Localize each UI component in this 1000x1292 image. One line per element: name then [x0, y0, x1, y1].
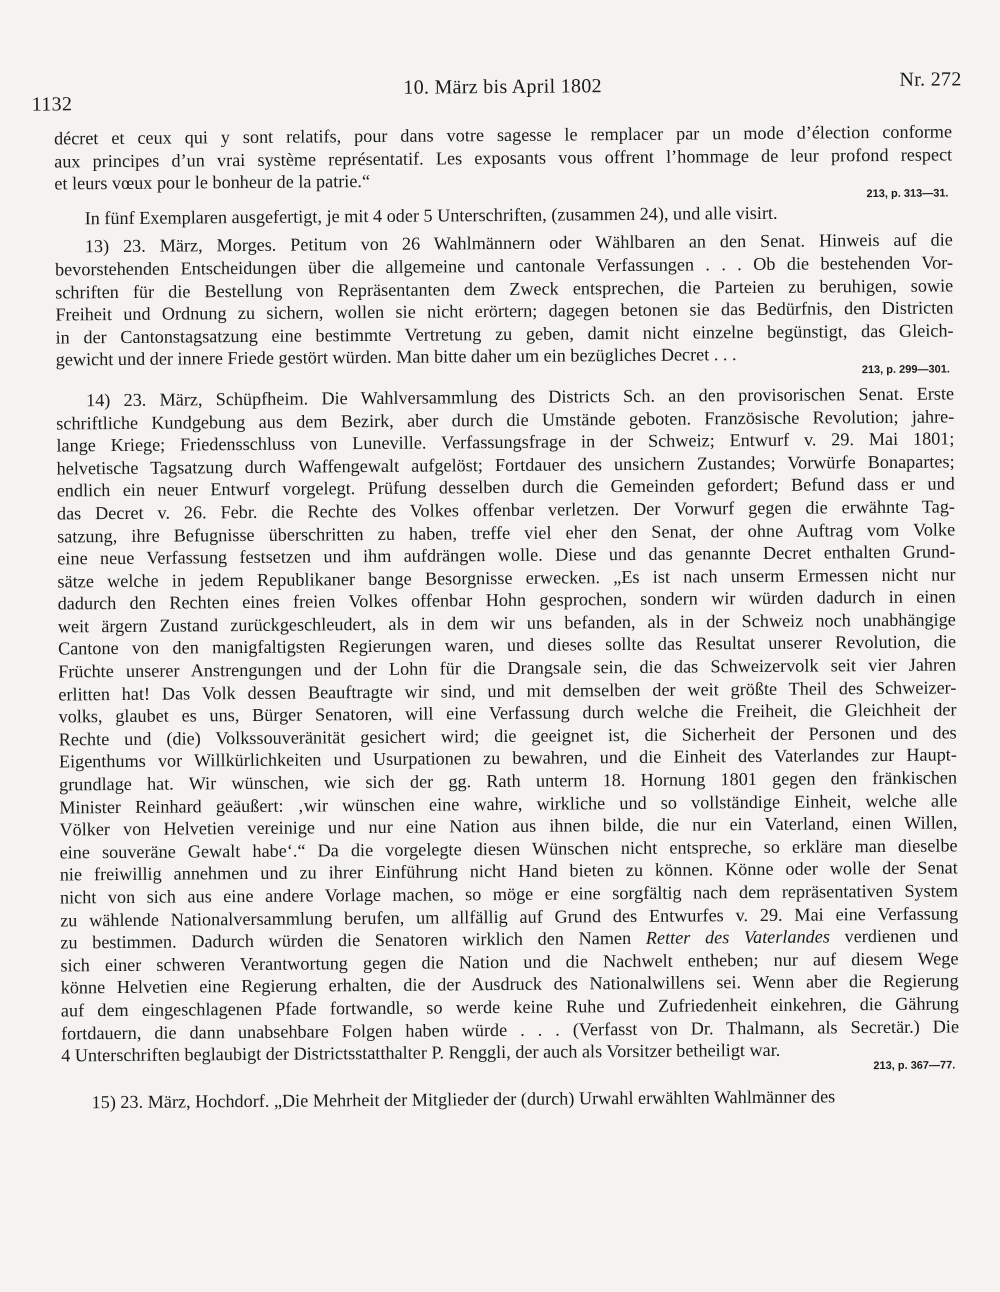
text-line: Früchte unserer Anstrengungen und der Lohn für die Drangsale sein, die das Schweizervolk seit vier Jahren [58, 654, 957, 682]
text-line: schriften für die Bestellung von Repräsentanten dem Zweck entsprechen, die Parteien zu beruhigen, sowie [55, 274, 954, 303]
source-reference: 213, p. 313—31. [866, 187, 949, 200]
text-line: In fünf Exemplaren ausgefertigt, je mit 4 oder 5 Unterschriften, (zusammen 24), und alle visirt. [84, 202, 778, 229]
text-line: grundlage hat. Wir wünschen, wie sich der gg. Rath unterm 18. Hornung 1801 gegen den fränkischen [59, 767, 958, 795]
text-line: nicht von sich aus eine andere Vorlage machen, so möge er eine sorgfältig nach dem repräsentativen System [59, 880, 959, 908]
text-line: 14) 23. März, Schüpfheim. Die Wahlversammlung des Districts Sch. an den provisorischen Senat. Erste [85, 383, 955, 411]
text-line: auf dem eingeschlagenen Pfade fortwandle, so werde keine Ruhe und Zufriedenheit einkehren, die Gährung [60, 993, 959, 1021]
text-line: Minister Reinhard geäußert: ‚wir wünschen eine wahre, wirkliche und so vollständige Einheit, welche alle [59, 790, 958, 818]
text-line: lange Kriege; Friedensschluss von Luneville. Verfassungsfrage in der Schweiz; Entwurf v. 29. Mai 1801; [56, 428, 955, 456]
text-line: 4 Unterschriften beglaubigt der Districtsstatthalter P. Renggli, der auch als Vorsitzer betheiligt war. [61, 1039, 781, 1066]
text-segment: zu bestimmen. Dadurch würden die Senatoren wirklich den Namen [60, 928, 646, 953]
text-line: décret et ceux qui y sont relatifs, pour dans votre sagesse le remplacer par un mode d’élection conforme [53, 121, 953, 149]
text-line: 13) 23. März, Morges. Petitum von 26 Wahlmännern oder Wählbaren an den Senat. Hinweis auf die [84, 229, 953, 257]
text-line: in der Cantonstagsatzung eine bestimmte Vertretung zu geben, damit nicht einzelne begünstigt, das Gleich- [55, 320, 954, 348]
text-line: Cantone von den manigfaltigsten Regierungen waren, und dieses sollte das Resultat unserer Revolution, die [57, 631, 957, 659]
source-reference: 213, p. 299—301. [861, 363, 950, 377]
text-line: aux principes d’un vrai système représentatif. Les exposants vous offrent l’hommage de leur profond respect [54, 144, 953, 172]
text-line: et leurs vœux pour le bonheur de la patrie.“ [54, 171, 371, 194]
text-line: endlich ein neuer Entwurf vorgelegt. Prüfung desselben durch die Gemeinden gefordert; Befund dass er und [56, 473, 955, 501]
text-line: sich einer schweren Verantwortung gegen die Nation und die Nachwelt entheben; nur auf diesem Wege [60, 948, 959, 976]
text-line: das Decret v. 26. Febr. die Rechte des Volkes offenbar verletzen. Der Vorwurf gegen die erwähnte Tag- [56, 496, 956, 524]
text-line: volks, glaubet es uns, Bürger Senatoren, will eine Verfassung durch welche die Freiheit, die Gleichheit der [58, 699, 957, 727]
text-line: Freiheit und Ordnung zu sichern, wollen sie nicht erörtern; dagegen betonen sie das Bedürfnis, den Districten [55, 297, 954, 325]
text-line: eine neue Verfassung festsetzen und ihm aufdrängen wolle. Diese und das genannte Decret enthalten Grund- [57, 541, 956, 569]
source-reference: 213, p. 367—77. [873, 1059, 956, 1072]
text-line: bevorstehenden Entscheidungen über die allgemeine und cantonale Verfassungen . . . Ob die bestehenden Vor- [54, 252, 954, 280]
page-body [54, 120, 960, 1113]
text-line: gewicht und der innere Friede gestört würden. Man bitte daher um ein bezügliches Decret . . . [55, 344, 737, 370]
entry-14-schuepfheim [56, 382, 959, 1079]
text-segment: verdienen und [829, 925, 959, 947]
text-line: eine souveräne Gewalt habe‘.“ Da die vorgelegte diesen Wünschen nicht entspreche, so erkläre man dieselbe [59, 835, 958, 863]
text-line: helvetische Tagsatzung durch Waffengewalt aufgelöst; Fortdauer des unsichern Zustandes; Vorwürfe Bonapartes; [56, 451, 955, 479]
emphasized-phrase: Retter des Vaterlandes [645, 926, 830, 949]
paragraph-petition-end [54, 120, 953, 207]
text-line: nie freiwillig annehmen und zu ihrer Einführung nicht Hand bieten zu können. Könne oder wolle der Senat [59, 857, 958, 885]
text-line: Völker von Helvetien vereinige und nur eine Nation aus ihnen bilde, die nur ein Vaterland, einen Willen, [59, 812, 958, 840]
text-line: Eigenthums vor Willkürlichkeiten und Usurpationen zu bewahren, und die Einheit des Vaterlandes zur Haupt- [58, 744, 957, 772]
running-title: 10. März bis April 1802 [403, 75, 602, 99]
page-number: 1132 [31, 93, 73, 116]
text-line: könne Helvetien eine Regierung erhalten, die der Ausdruck des Nationalwillens sei. Wenn aber die Regierung [60, 970, 959, 998]
text-line: schriftliche Kundgebung aus dem Bezirk, aber durch die Umstände geboten. Französische Revolution; jahre- [56, 405, 955, 434]
text-line: dadurch den Rechten eines freien Volkes offenbar Hohn gesprochen, sondern wir würden dadurch in einen [57, 586, 956, 614]
text-line: weit ärgern Zustand zurückgeschleudert, als in dem wir uns befanden, als in der Schweiz noch unabhängige [57, 609, 956, 637]
running-header [31, 64, 962, 127]
document-number: Nr. 272 [899, 68, 962, 91]
text-line: sätze welche in jedem Republikaner bange Besorgnisse erwecken. „Es ist nach unserm Ermessen nicht nur [57, 564, 956, 592]
text-line: zu wählende Nationalversammlung berufen, um allfällig auf Grund des Entwurfes v. 29. Mai eine Verfassung [60, 903, 959, 931]
text-line: 15) 23. März, Hochdorf. „Die Mehrheit der Mitglieder der (durch) Urwahl erwählten Wahlmänner des [91, 1086, 836, 1112]
text-line: fortdauern, die dann unabsehbare Folgen haben würde . . . (Verfasst von Dr. Thalmann, als Secretär.) Die [60, 1015, 960, 1044]
text-line: satzung, ihre Befugnisse überschritten zu haben, treffe viel eher den Senat, der ohne Auftrag vom Volke [57, 518, 956, 546]
entry-13-morges [55, 229, 954, 384]
text-line: Rechte und (die) Volkssouveränität gesichert wird; die geeignet ist, die Sicherheit der Personen und des [58, 722, 957, 750]
text-line: erlitten hat! Das Volk dessen Beauftragte wir sind, und mit demselben der weit größte Theil des Schweizer- [58, 677, 957, 705]
